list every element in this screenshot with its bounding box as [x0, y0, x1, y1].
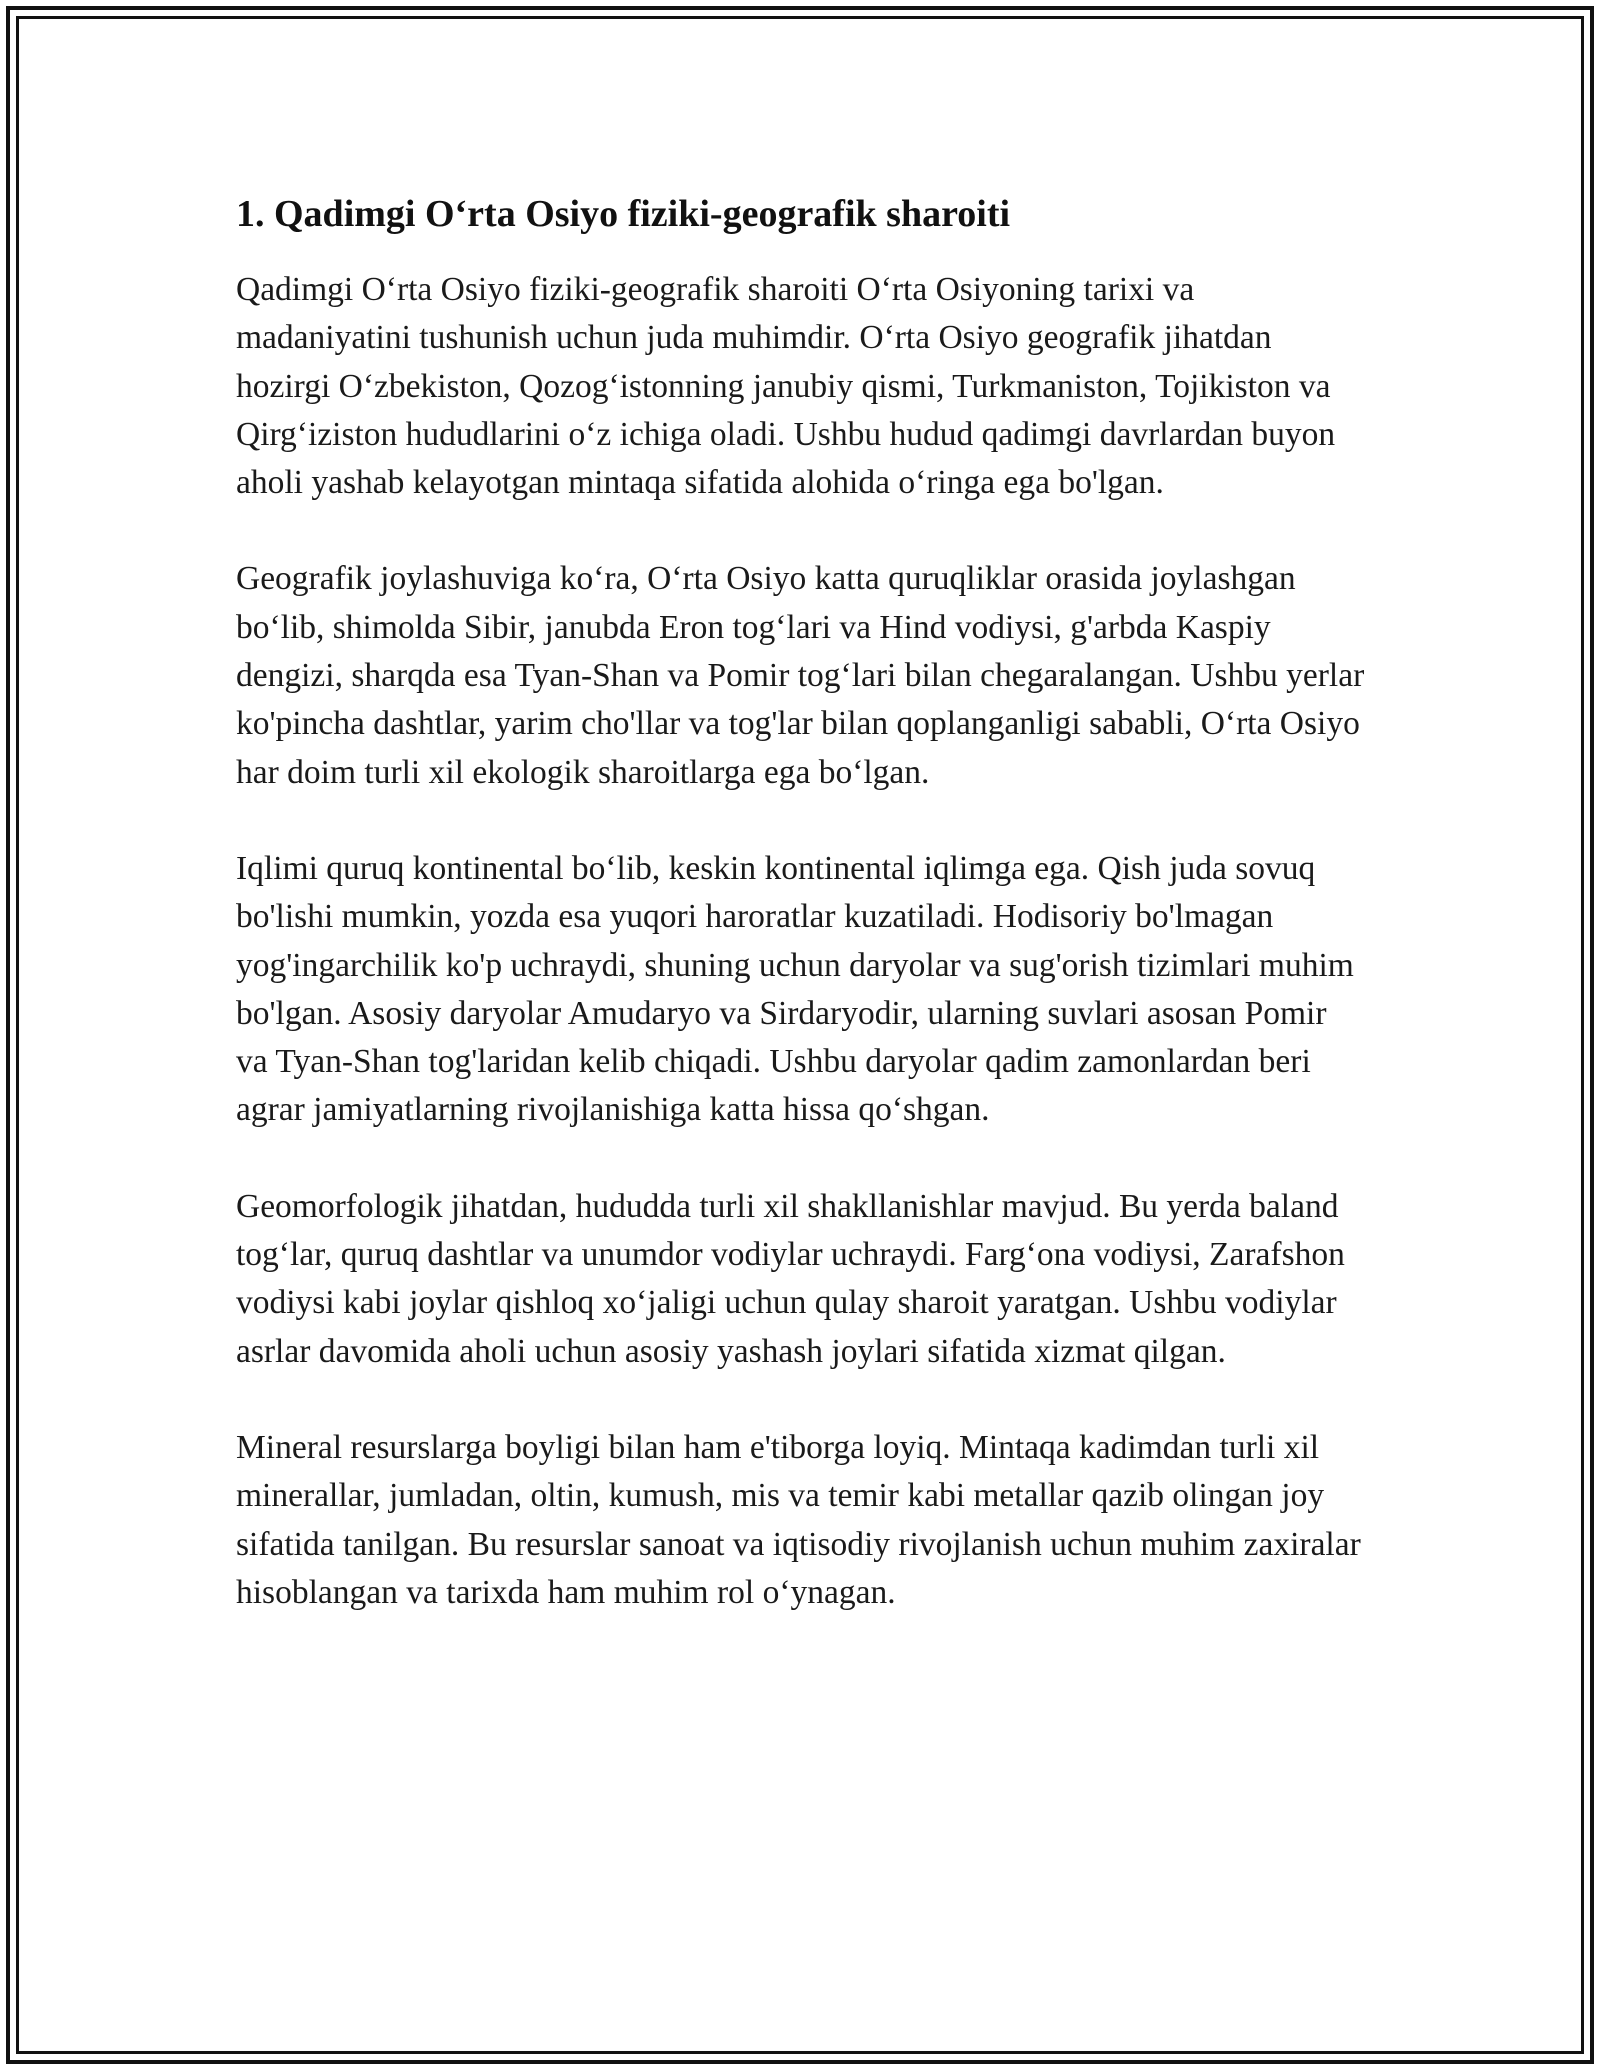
section-title: 1. Qadimgi O‘rta Osiyo fiziki-geografik sharoiti: [236, 193, 1011, 235]
paragraph-climate: Iqlimi quruq kontinental bo‘lib, keskin kontinental iqlimga ega. Qish juda sovuq bo'lishi mumkin, yozda esa yuqori haroratlar kuzatiladi. Hodisoriy bo'lmagan yog'ingarchilik ko'p uchraydi, shuning uchun daryolar va sug'orish tizimlari muhim bo'lgan. Asosiy daryolar Amudaryo va Sirdaryodir, ularning suvlari asosan Pomir va Tyan-Shan tog'laridan kelib chiqadi. Ushbu daryolar qadim zamonlardan beri agrar jamiyatlarning rivojlanishiga katta hissa qo‘shgan.: [236, 849, 1354, 1129]
paragraph-geomorphology: Geomorfologik jihatdan, hududda turli xil shakllanishlar mavjud. Bu yerda baland tog‘lar, quruq dashtlar va unumdor vodiylar uchraydi. Farg‘ona vodiysi, Zarafshon vodiysi kabi joylar qishloq xo‘jaligi uchun qulay sharoit yaratgan. Ushbu vodiylar asrlar davomida aholi uchun asosiy yashash joylari sifatida xizmat qilgan.: [236, 1187, 1345, 1370]
paragraph-geography: Geografik joylashuviga ko‘ra, O‘rta Osiyo katta quruqliklar orasida joylashgan bo‘lib, shimolda Sibir, janubda Eron tog‘lari va Hind vodiysi, g'arbda Kaspiy dengizi, sharqda esa Tyan-Shan va Pomir tog‘lari bilan chegaralangan. Ushbu yerlar ko'pincha dashtlar, yarim cho'llar va tog'lar bilan qoplanganligi sababli, O‘rta Osiyo har doim turli xil ekologik sharoitlarga ega bo‘lgan.: [236, 560, 1365, 791]
paragraph-minerals: Mineral resurslarga boyligi bilan ham e'tiborga loyiq. Mintaqa kadimdan turli xil minerallar, jumladan, oltin, kumush, mis va temir kabi metallar qazib olingan joy sifatida tanilgan. Bu resurslar sanoat va iqtisodiy rivojlanish uchun muhim zaxiralar hisoblangan va tarixda ham muhim rol o‘ynagan.: [236, 1428, 1361, 1611]
document-body: [236, 188, 1366, 1665]
paragraph-intro: Qadimgi O‘rta Osiyo fiziki-geografik sharoiti O‘rta Osiyoning tarixi va madaniyatini tushunish uchun juda muhimdir. O‘rta Osiyo geografik jihatdan hozirgi O‘zbekiston, Qozog‘istonning janubiy qismi, Turkmaniston, Tojikiston va Qirg‘iziston hududlarini o‘z ichiga oladi. Ushbu hudud qadimgi davrlardan buyon aholi yashab kelayotgan mintaqa sifatida alohida o‘ringa ega bo'lgan.: [236, 271, 1336, 502]
